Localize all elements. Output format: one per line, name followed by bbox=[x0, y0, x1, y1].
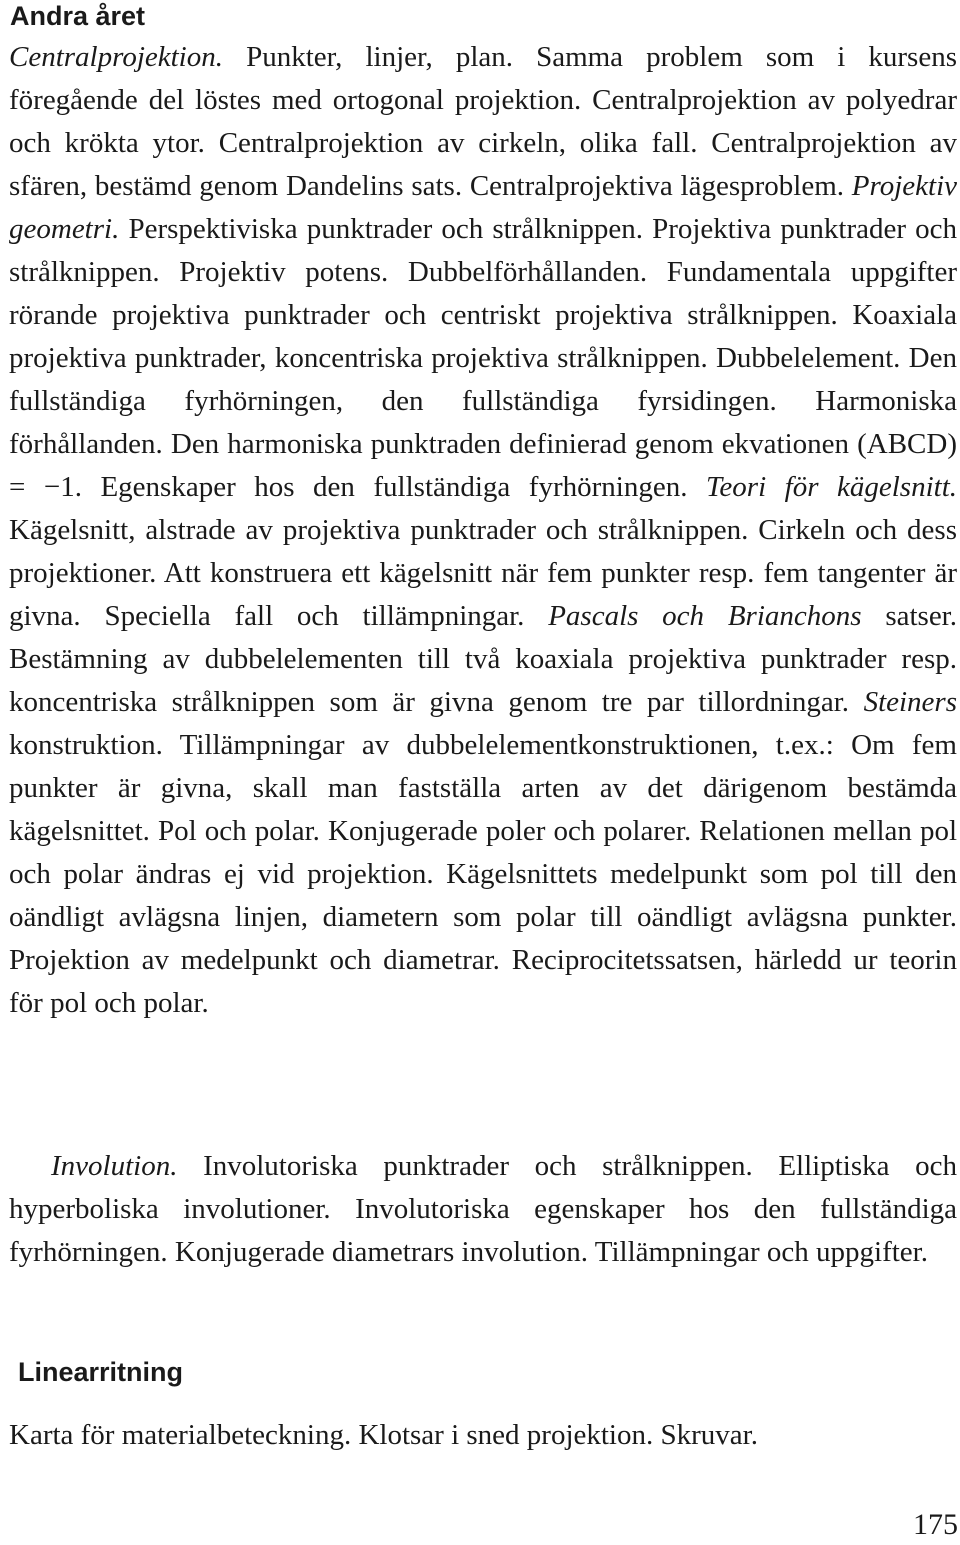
italic-term: Teori för kägelsnitt. bbox=[705, 471, 957, 503]
paragraph-centralprojektion bbox=[9, 36, 957, 1025]
text-run: Involutoriska punktrader och strålknippen. Elliptiska och hyperboliska involutioner. Involutoriska egenskaper hos den fullständiga fyrhörningen. Konjugerade diametrars involution. Tillämpningar och uppgifter. bbox=[9, 1150, 957, 1268]
text-run: Karta för materialbeteckning. Klotsar i sned projektion. Skruvar. bbox=[9, 1419, 758, 1451]
italic-term: Projektiv geometri. bbox=[9, 170, 957, 245]
italic-term: Pascals och Brianchons bbox=[548, 600, 862, 632]
paragraph-linearritning bbox=[9, 1414, 957, 1457]
italic-term: Involution. bbox=[51, 1150, 178, 1182]
text-run: Kägelsnitt, alstrade av projektiva punktrader och strålknippen. Cirkeln och dess projektioner. Att konstruera ett kägelsnitt när fem punkter resp. fem tangenter är givna. Speciella fall och tillämpningar. bbox=[9, 514, 957, 632]
paragraph-involution bbox=[9, 1145, 957, 1274]
section-heading-linearritning: Linearritning bbox=[18, 1357, 184, 1387]
italic-term: Steiners bbox=[863, 686, 957, 718]
text-run: Punkter, linjer, plan. Samma problem som i kursens föregående del löstes med ortogonal projektion. Centralprojektion av polyedrar och krökta ytor. Centralprojektion av cirkeln, olika fall. Centralprojektion av sfären, bestämd genom Dandelins sats. Centralprojektiva lägesproblem. bbox=[9, 41, 957, 202]
section-heading-andra-aret: Andra året bbox=[10, 1, 146, 31]
italic-term: Centralprojektion. bbox=[9, 41, 223, 73]
text-run: Perspektiviska punktrader och strålknippen. Projektiva punktrader och strålknippen. Projektiv potens. Dubbelförhållanden. Fundamentala uppgifter rörande projektiva punktrader och centriskt projektiva strålknippen. Koaxiala projektiva punktrader, koncentriska projektiva strålknippen. Dubbelelement. Den fullständiga fyrhörningen, den fullständiga fyrsidingen. Harmoniska förhållanden. Den harmoniska punktraden definierad genom ekvationen (ABCD) = −1. Egenskaper hos den fullständiga fyrhörningen. bbox=[9, 213, 957, 503]
text-run: konstruktion. Tillämpningar av dubbelelementkonstruktionen, t.ex.: Om fem punkter är givna, skall man fastställa arten av det därigenom bestämda kägelsnittet. Pol och polar. Konjugerade poler och polarer. Relationen mellan pol och polar ändras ej vid projektion. Kägelsnittets medelpunkt som pol till den oändligt avlägsna linjen, diametern som polar till oändligt avlägsna punkter. Projektion av medelpunkt och diametrar. Reciprocitetssatsen, härledd ur teorin för pol och polar. bbox=[9, 729, 957, 1019]
page-number: 175 bbox=[913, 1508, 958, 1541]
text-run: satser. Bestämning av dubbelelementen till två koaxiala projektiva punktrader resp. koncentriska strålknippen som är givna genom tre par tillordningar. bbox=[9, 600, 957, 718]
